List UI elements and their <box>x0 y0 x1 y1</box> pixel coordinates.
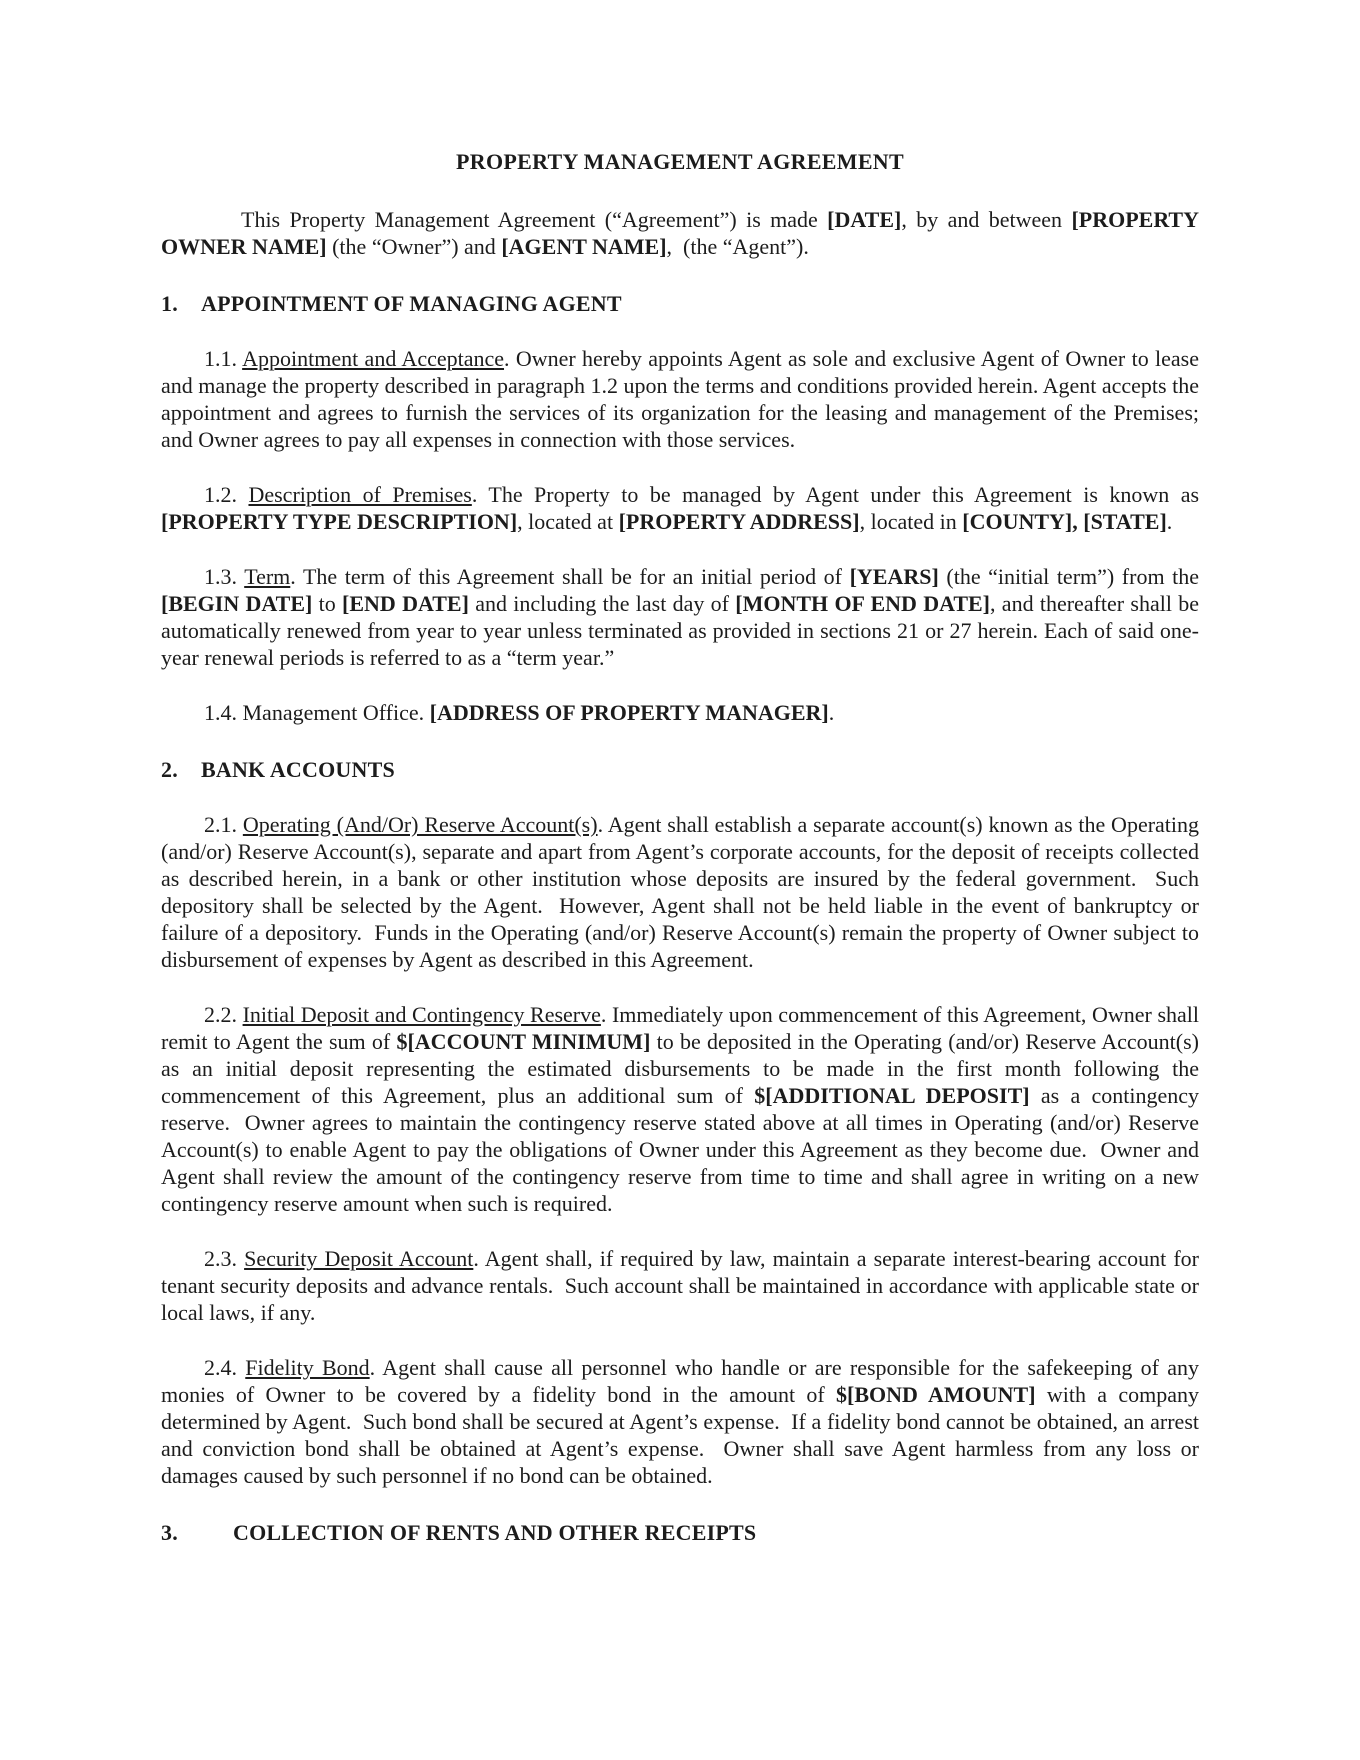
section-1-heading <box>161 290 1199 317</box>
section-2-number: 2. <box>161 757 178 782</box>
section-3-number: 3. <box>161 1520 178 1545</box>
clause-2-1-operating-reserve-accounts: 2.1. Operating (And/Or) Reserve Account(s). Agent shall establish a separate account(s) known as the Operating (and/or) Reserve Account(s), separate and apart from Agent’s corporate accounts, for the deposit of receipts collected as described herein, in a bank or other institution whose deposits are insured by the federal government. Such depository shall be selected by the Agent. However, Agent shall not be held liable in the event of bankruptcy or failure of a depository. Funds in the Operating (and/or) Reserve Account(s) remain the property of Owner subject to disbursement of expenses by Agent as described in this Agreement. <box>161 812 1200 972</box>
clause-2-2-initial-deposit-contingency-reserve: 2.2. Initial Deposit and Contingency Reserve. Immediately upon commencement of this Agreement, Owner shall remit to Agent the sum of $[ACCOUNT MINIMUM] to be deposited in the Operating (and/or) Reserve Account(s) as an initial deposit representing the estimated disbursements to be made in the first month following the commencement of this Agreement, plus an additional sum of $[ADDITIONAL DEPOSIT] as a contingency reserve. Owner agrees to maintain the contingency reserve stated above at all times in Operating (and/or) Reserve Account(s) to enable Agent to pay the obligations of Owner under this Agreement as they become due. Owner and Agent shall review the amount of the contingency reserve from time to time and shall agree in writing on a new contingency reserve amount when such is required. <box>161 1002 1200 1216</box>
section-2-title: BANK ACCOUNTS <box>201 757 395 782</box>
clause-1-4-management-office: 1.4. Management Office. [ADDRESS OF PROPERTY MANAGER]. <box>204 700 835 725</box>
section-1-number: 1. <box>161 291 178 316</box>
clause-2-4-fidelity-bond: 2.4. Fidelity Bond. Agent shall cause all personnel who handle or are responsible for the safekeeping of any monies of Owner to be covered by a fidelity bond in the amount of $[BOND AMOUNT] with a company determined by Agent. Such bond shall be secured at Agent’s expense. If a fidelity bond cannot be obtained, an arrest and conviction bond shall be obtained at Agent’s expense. Owner shall save Agent harmless from any loss or damages caused by such personnel if no bond can be obtained. <box>161 1355 1200 1488</box>
intro-paragraph: This Property Management Agreement (“Agreement”) is made [DATE], by and between [PROPERTY OWNER NAME] (the “Owner”) and [AGENT NAME], (the “Agent”). <box>161 207 1199 259</box>
clause-1-2-description-of-premises: 1.2. Description of Premises. The Property to be managed by Agent under this Agreement is known as [PROPERTY TYPE DESCRIPTION], located at [PROPERTY ADDRESS], located in [COUNTY], [STATE]. <box>161 482 1200 534</box>
section-3-heading <box>161 1519 1199 1546</box>
document-title: PROPERTY MANAGEMENT AGREEMENT <box>456 149 904 174</box>
section-2-heading <box>161 756 1199 783</box>
clause-1-3-term: 1.3. Term. The term of this Agreement shall be for an initial period of [YEARS] (the “initial term”) from the [BEGIN DATE] to [END DATE] and including the last day of [MONTH OF END DATE], and thereafter shall be automatically renewed from year to year unless terminated as provided in sections 21 or 27 herein. Each of said one-year renewal periods is referred to as a “term year.” <box>161 564 1200 670</box>
clause-1-1-appointment-and-acceptance: 1.1. Appointment and Acceptance. Owner hereby appoints Agent as sole and exclusive Agent of Owner to lease and manage the property described in paragraph 1.2 upon the terms and conditions provided herein. Agent accepts the appointment and agrees to furnish the services of its organization for the leasing and management of the Premises; and Owner agrees to pay all expenses in connection with those services. <box>161 346 1199 452</box>
section-1-title: APPOINTMENT OF MANAGING AGENT <box>201 291 622 316</box>
section-3-title: COLLECTION OF RENTS AND OTHER RECEIPTS <box>233 1520 757 1545</box>
clause-2-3-security-deposit-account: 2.3. Security Deposit Account. Agent shall, if required by law, maintain a separate interest-bearing account for tenant security deposits and advance rentals. Such account shall be maintained in accordance with applicable state or local laws, if any. <box>161 1246 1199 1325</box>
